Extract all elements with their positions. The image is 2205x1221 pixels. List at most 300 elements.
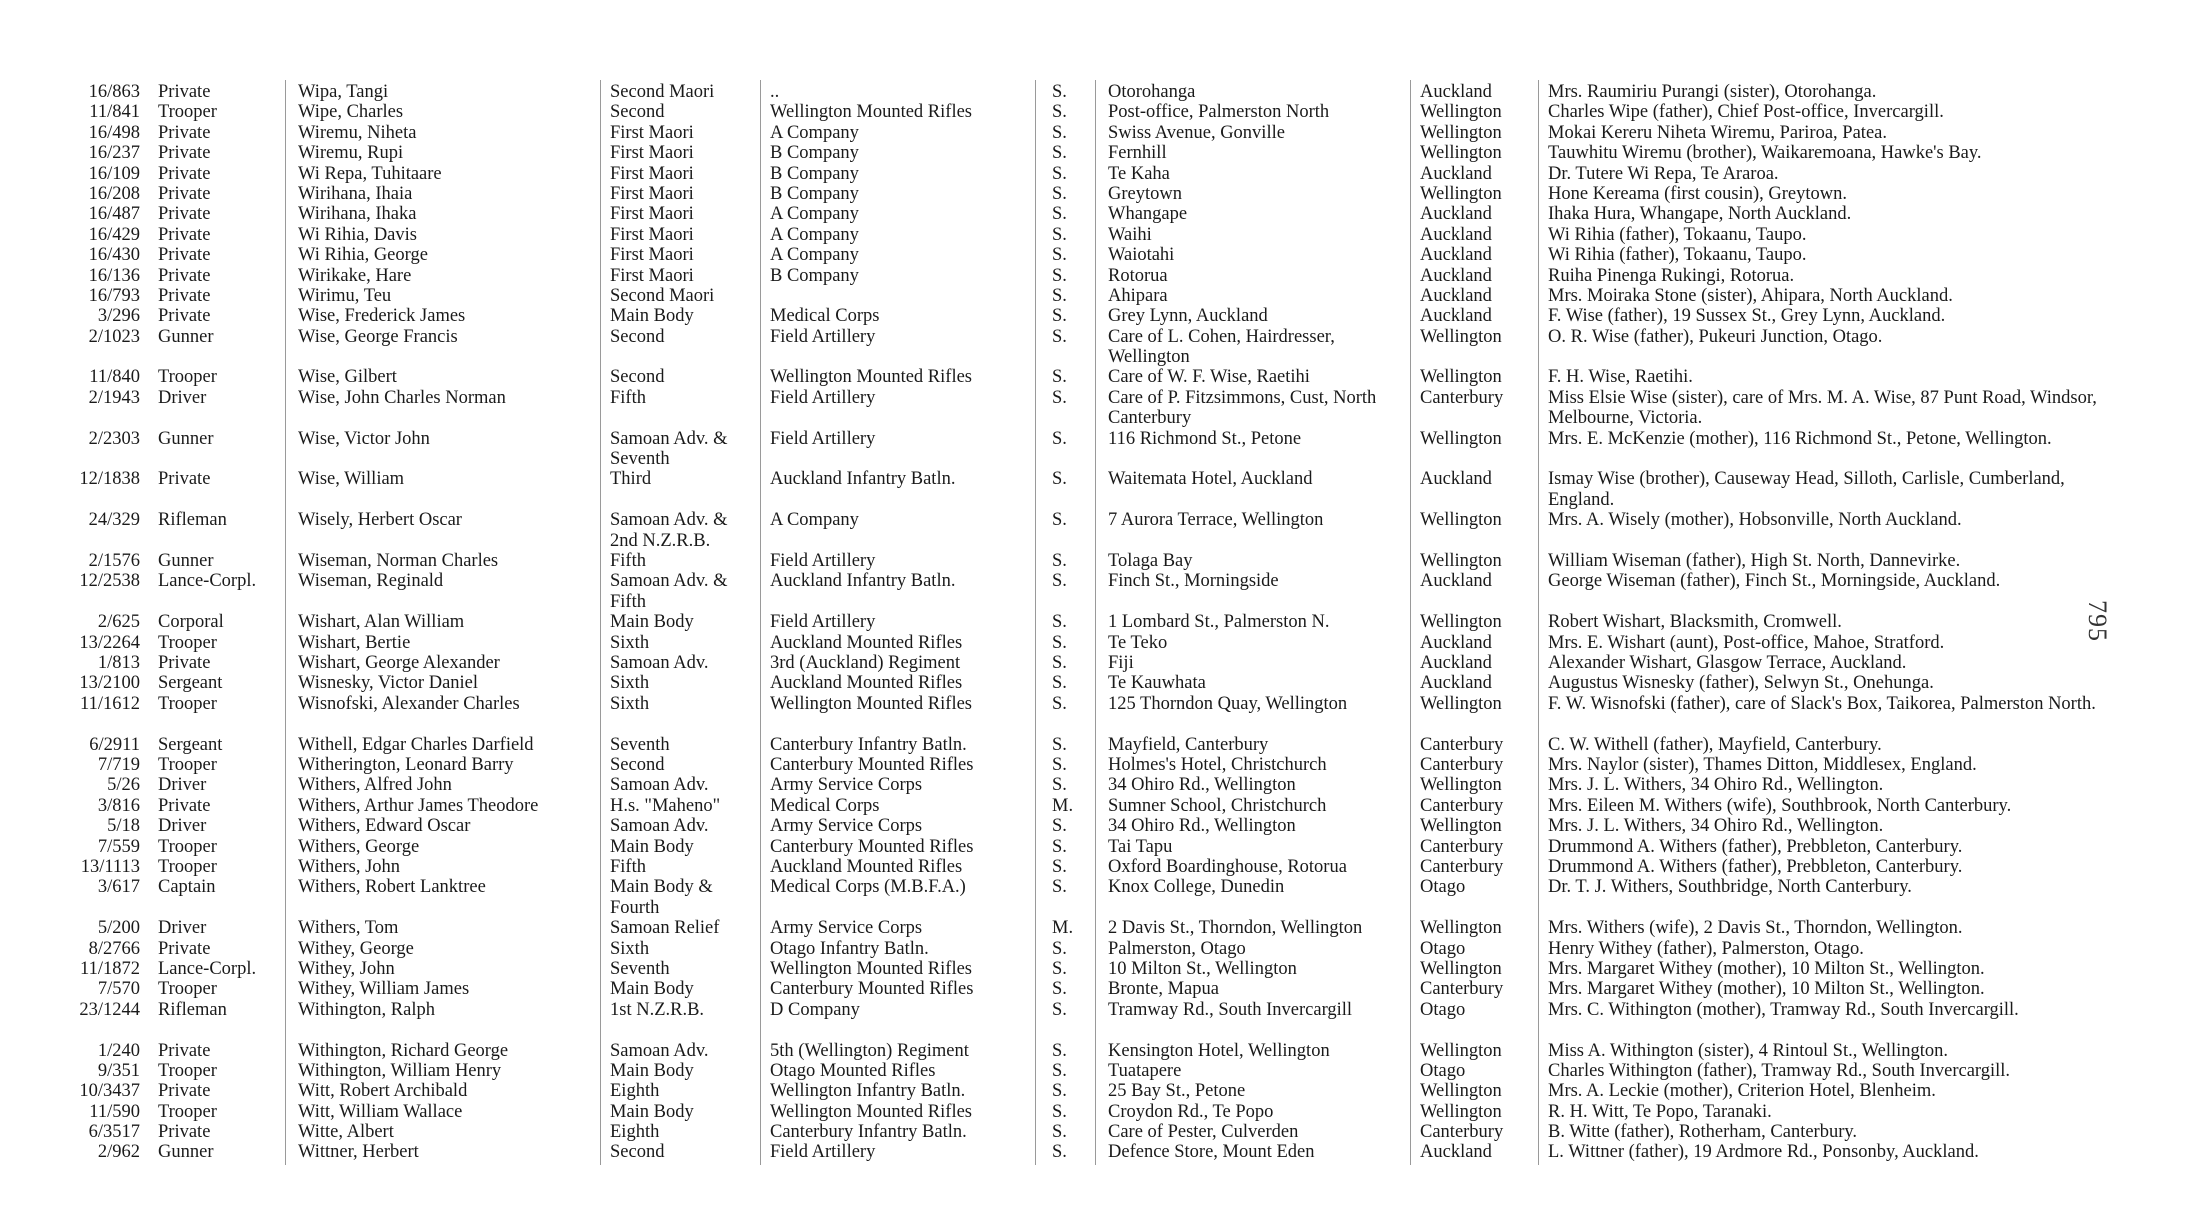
rank: Lance-Corpl.: [158, 571, 257, 592]
unit: Canterbury Mounted Rifles: [770, 755, 974, 775]
draft: First Maori: [610, 183, 694, 204]
unit: Field Artillery: [770, 551, 876, 572]
regimental-number: 3/617: [97, 877, 140, 898]
address: 25 Bay St., Petone: [1108, 1081, 1246, 1102]
military-district: Wellington: [1420, 1081, 1502, 1102]
military-district: Auckland: [1420, 265, 1492, 286]
marital-status: S.: [1052, 632, 1067, 653]
unit: Canterbury Infantry Batln.: [770, 734, 967, 755]
marital-status: S.: [1052, 816, 1067, 837]
rank: Private: [158, 469, 211, 490]
next-of-kin: Mrs. J. L. Withers, 34 Ohiro Rd., Wellington.: [1548, 775, 1884, 796]
address: Tramway Rd., South Invercargill: [1108, 999, 1353, 1020]
marital-status: S.: [1052, 1122, 1067, 1143]
next-of-kin: Mrs. E. Wishart (aunt), Post-office, Mahoe, Stratford.: [1548, 632, 1945, 653]
regimental-number: 16/487: [88, 204, 140, 225]
regimental-number: 23/1244: [79, 999, 140, 1020]
military-district: Auckland: [1420, 163, 1492, 184]
address: Croydon Rd., Te Popo: [1108, 1101, 1274, 1122]
address: 2 Davis St., Thorndon, Wellington: [1108, 918, 1363, 939]
address: Care of Pester, Culverden: [1108, 1122, 1299, 1143]
marital-status: S.: [1052, 1081, 1067, 1102]
regimental-number: 11/840: [89, 367, 140, 388]
military-district: Canterbury: [1420, 795, 1504, 816]
next-of-kin: F. H. Wise, Raetihi.: [1548, 367, 1693, 388]
military-district: Auckland: [1420, 673, 1492, 694]
unit: Field Artillery: [770, 612, 876, 633]
draft: Fifth: [610, 551, 646, 572]
table-row: [0, 796, 2120, 816]
table-row: [0, 1122, 2120, 1142]
military-district: Auckland: [1420, 469, 1492, 490]
soldier-name: Withey, George: [298, 938, 414, 959]
table-row: [0, 266, 2120, 286]
marital-status: S.: [1052, 693, 1067, 714]
rank: Trooper: [158, 632, 217, 653]
rank: Lance-Corpl.: [158, 958, 257, 979]
unit: Wellington Mounted Rifles: [770, 102, 972, 123]
table-row: [0, 204, 2120, 224]
draft: Second: [610, 1142, 665, 1163]
draft: Sixth: [610, 693, 650, 714]
regimental-number: 24/329: [88, 510, 140, 531]
unit: 5th (Wellington) Regiment: [770, 1040, 969, 1061]
soldier-name: Withington, Ralph: [298, 999, 435, 1020]
next-of-kin: Ismay Wise (brother), Causeway Head, Silloth, Carlisle, Cumberland, England.: [1548, 469, 2065, 510]
regimental-number: 16/237: [88, 143, 140, 164]
unit: Wellington Mounted Rifles: [770, 1101, 972, 1122]
address: 10 Milton St., Wellington: [1108, 958, 1297, 979]
regimental-number: 2/625: [97, 612, 140, 633]
unit: A Company: [770, 510, 859, 531]
marital-status: S.: [1052, 958, 1067, 979]
soldier-name: Wi Repa, Tuhitaare: [298, 163, 442, 184]
marital-status: S.: [1052, 1101, 1067, 1122]
marital-status: S.: [1052, 1060, 1067, 1081]
next-of-kin: C. W. Withell (father), Mayfield, Canterbury.: [1548, 734, 1882, 755]
regimental-number: 13/2264: [79, 632, 140, 653]
rank: Private: [158, 143, 211, 164]
address: Tuatapere: [1108, 1060, 1182, 1081]
unit: Medical Corps (M.B.F.A.): [770, 877, 966, 898]
draft: First Maori: [610, 163, 694, 184]
rank: Rifleman: [158, 999, 227, 1020]
address: Grey Lynn, Auckland: [1108, 306, 1268, 327]
table-row: [0, 694, 2120, 735]
next-of-kin: George Wiseman (father), Finch St., Morningside, Auckland.: [1548, 571, 2001, 592]
military-district: Wellington: [1420, 102, 1502, 123]
regimental-number: 8/2766: [88, 938, 140, 959]
regimental-number: 16/109: [88, 163, 140, 184]
draft: Second Maori: [610, 82, 715, 102]
unit: B Company: [770, 183, 859, 204]
table-row: [0, 1102, 2120, 1122]
marital-status: S.: [1052, 1040, 1067, 1061]
next-of-kin: O. R. Wise (father), Pukeuri Junction, Otago.: [1548, 326, 1883, 347]
rank: Driver: [158, 387, 207, 408]
rank: Driver: [158, 918, 207, 939]
rank: Trooper: [158, 755, 217, 775]
unit: Auckland Mounted Rifles: [770, 673, 963, 694]
military-district: Wellington: [1420, 1040, 1502, 1061]
next-of-kin: Wi Rihia (father), Tokaanu, Taupo.: [1548, 245, 1807, 266]
address: Tai Tapu: [1108, 836, 1173, 857]
next-of-kin: Robert Wishart, Blacksmith, Cromwell.: [1548, 612, 1842, 633]
regimental-number: 9/351: [97, 1060, 140, 1081]
table-row: [0, 653, 2120, 673]
marital-status: S.: [1052, 224, 1067, 245]
military-district: Canterbury: [1420, 755, 1504, 775]
draft: Second: [610, 755, 665, 775]
unit: Auckland Infantry Batln.: [770, 469, 956, 490]
soldier-name: Wiremu, Rupi: [298, 143, 404, 164]
military-district: Auckland: [1420, 1142, 1492, 1163]
marital-status: S.: [1052, 1142, 1067, 1163]
table-row: [0, 306, 2120, 326]
draft: Samoan Adv. & Seventh: [610, 428, 728, 470]
draft: Second: [610, 326, 665, 347]
next-of-kin: Mrs. Moiraka Stone (sister), Ahipara, North Auckland.: [1548, 285, 1953, 306]
address: Oxford Boardinghouse, Rotorua: [1108, 856, 1347, 877]
marital-status: S.: [1052, 510, 1067, 531]
military-district: Wellington: [1420, 775, 1502, 796]
unit: Canterbury Mounted Rifles: [770, 836, 974, 857]
military-district: Wellington: [1420, 183, 1502, 204]
draft: First Maori: [610, 122, 694, 143]
soldier-name: Wiseman, Norman Charles: [298, 551, 499, 572]
military-district: Wellington: [1420, 551, 1502, 572]
unit: B Company: [770, 163, 859, 184]
draft: Fifth: [610, 387, 646, 408]
regimental-number: 1/813: [97, 653, 140, 674]
rank: Private: [158, 183, 211, 204]
next-of-kin: Mrs. Withers (wife), 2 Davis St., Thorndon, Wellington.: [1548, 918, 1963, 939]
military-district: Auckland: [1420, 653, 1492, 674]
soldier-name: Withers, Tom: [298, 918, 399, 939]
marital-status: S.: [1052, 326, 1067, 347]
next-of-kin: B. Witte (father), Rotherham, Canterbury.: [1548, 1122, 1858, 1143]
draft: Seventh: [610, 734, 670, 755]
table-row: [0, 775, 2120, 795]
military-district: Auckland: [1420, 632, 1492, 653]
draft: Samoan Adv. & 2nd N.Z.R.B.: [610, 510, 728, 551]
table-row: [0, 837, 2120, 857]
unit: A Company: [770, 204, 859, 225]
draft: First Maori: [610, 224, 694, 245]
soldier-name: Withers, Arthur James Theodore: [298, 795, 539, 816]
unit: A Company: [770, 122, 859, 143]
soldier-name: Wise, Gilbert: [298, 367, 397, 388]
soldier-name: Wisely, Herbert Oscar: [298, 510, 462, 531]
table-row: [0, 979, 2120, 999]
marital-status: S.: [1052, 775, 1067, 796]
marital-status: S.: [1052, 245, 1067, 266]
next-of-kin: Dr. Tutere Wi Repa, Te Araroa.: [1548, 163, 1779, 184]
draft: Main Body: [610, 1060, 694, 1081]
rank: Private: [158, 938, 211, 959]
draft: Samoan Adv. & Fifth: [610, 571, 728, 612]
soldier-name: Withers, George: [298, 836, 420, 857]
draft: Eighth: [610, 1122, 660, 1143]
unit: Field Artillery: [770, 326, 876, 347]
table-row: [0, 327, 2120, 368]
unit: Auckland Mounted Rifles: [770, 856, 963, 877]
rank: Private: [158, 1040, 211, 1061]
marital-status: S.: [1052, 163, 1067, 184]
marital-status: S.: [1052, 265, 1067, 286]
soldier-name: Wishart, Bertie: [298, 632, 411, 653]
regimental-number: 2/2303: [88, 428, 140, 449]
table-row: [0, 735, 2120, 755]
marital-status: S.: [1052, 306, 1067, 327]
next-of-kin: Mrs. A. Leckie (mother), Criterion Hotel, Blenheim.: [1548, 1081, 1936, 1102]
unit: Army Service Corps: [770, 775, 923, 796]
military-district: Otago: [1420, 999, 1466, 1020]
address: 7 Aurora Terrace, Wellington: [1108, 510, 1324, 531]
military-district: Canterbury: [1420, 979, 1504, 1000]
draft: Main Body & Fourth: [610, 877, 713, 918]
soldier-name: Wirihana, Ihaia: [298, 183, 413, 204]
military-district: Wellington: [1420, 143, 1502, 164]
soldier-name: Wi Rihia, Davis: [298, 224, 417, 245]
regimental-number: 3/816: [97, 795, 140, 816]
unit: A Company: [770, 224, 859, 245]
next-of-kin: Mrs. Raumiriu Purangi (sister), Otorohanga.: [1548, 82, 1877, 102]
address: Te Kaha: [1108, 163, 1170, 184]
address: Defence Store, Mount Eden: [1108, 1142, 1315, 1163]
soldier-name: Withington, William Henry: [298, 1060, 502, 1081]
rank: Gunner: [158, 428, 214, 449]
regimental-number: 13/2100: [79, 673, 140, 694]
marital-status: S.: [1052, 82, 1067, 102]
military-district: Wellington: [1420, 1101, 1502, 1122]
rank: Corporal: [158, 612, 224, 633]
military-district: Auckland: [1420, 204, 1492, 225]
regimental-number: 6/2911: [89, 734, 140, 755]
address: Finch St., Morningside: [1108, 571, 1279, 592]
marital-status: S.: [1052, 143, 1067, 164]
address: Waiotahi: [1108, 245, 1175, 266]
unit: Canterbury Mounted Rifles: [770, 979, 974, 1000]
address: 34 Ohiro Rd., Wellington: [1108, 816, 1296, 837]
marital-status: M.: [1052, 918, 1074, 939]
address: Waitemata Hotel, Auckland: [1108, 469, 1313, 490]
marital-status: M.: [1052, 795, 1074, 816]
draft: Second: [610, 367, 665, 388]
next-of-kin: F. W. Wisnofski (father), care of Slack's Box, Taikorea, Palmerston North.: [1548, 693, 2096, 714]
soldier-name: Wishart, George Alexander: [298, 653, 500, 674]
next-of-kin: R. H. Witt, Te Popo, Taranaki.: [1548, 1101, 1772, 1122]
next-of-kin: Mrs. C. Withington (mother), Tramway Rd., South Invercargill.: [1548, 999, 2019, 1020]
regimental-number: 16/863: [88, 82, 140, 102]
regimental-number: 16/793: [88, 285, 140, 306]
next-of-kin: Drummond A. Withers (father), Prebbleton, Canterbury.: [1548, 836, 1963, 857]
address: Tolaga Bay: [1108, 551, 1193, 572]
regimental-number: 16/208: [88, 183, 140, 204]
table-row: [0, 388, 2120, 429]
regimental-number: 5/26: [107, 775, 140, 796]
rank: Private: [158, 245, 211, 266]
soldier-name: Withers, Edward Oscar: [298, 816, 471, 837]
rank: Private: [158, 122, 211, 143]
address: Fiji: [1108, 653, 1134, 674]
address: Bronte, Mapua: [1108, 979, 1219, 1000]
soldier-name: Witherington, Leonard Barry: [298, 755, 514, 775]
draft: Main Body: [610, 979, 694, 1000]
draft: Eighth: [610, 1081, 660, 1102]
table-row: [0, 469, 2120, 510]
rank: Gunner: [158, 326, 214, 347]
draft: Sixth: [610, 938, 650, 959]
military-district: Auckland: [1420, 306, 1492, 327]
draft: Samoan Adv.: [610, 1040, 709, 1061]
next-of-kin: Ruiha Pinenga Rukingi, Rotorua.: [1548, 265, 1795, 286]
address: Ahipara: [1108, 285, 1168, 306]
regimental-number: 2/962: [97, 1142, 140, 1163]
next-of-kin: Tauwhitu Wiremu (brother), Waikaremoana, Hawke's Bay.: [1548, 143, 1982, 164]
rank: Gunner: [158, 551, 214, 572]
regimental-number: 11/590: [89, 1101, 140, 1122]
draft: First Maori: [610, 245, 694, 266]
table-row: [0, 429, 2120, 470]
address: Rotorua: [1108, 265, 1168, 286]
draft: Seventh: [610, 958, 670, 979]
soldier-name: Wittner, Herbert: [298, 1142, 419, 1163]
marital-status: S.: [1052, 734, 1067, 755]
unit: Field Artillery: [770, 387, 876, 408]
table-row: [0, 1000, 2120, 1041]
draft: Third: [610, 469, 652, 490]
marital-status: S.: [1052, 653, 1067, 674]
rank: Trooper: [158, 979, 217, 1000]
address: Palmerston, Otago: [1108, 938, 1246, 959]
next-of-kin: Mrs. Eileen M. Withers (wife), Southbrook, North Canterbury.: [1548, 795, 2012, 816]
military-district: Auckland: [1420, 82, 1492, 102]
table-row: [0, 877, 2120, 918]
soldier-name: Wirimu, Teu: [298, 285, 392, 306]
soldier-name: Witt, Robert Archibald: [298, 1081, 468, 1102]
rank: Trooper: [158, 856, 217, 877]
rank: Trooper: [158, 102, 217, 123]
soldier-name: Withell, Edgar Charles Darfield: [298, 734, 534, 755]
rank: Private: [158, 163, 211, 184]
next-of-kin: Mrs. Margaret Withey (mother), 10 Milton St., Wellington.: [1548, 958, 1985, 979]
table-row: [0, 551, 2120, 571]
regimental-number: 11/1872: [80, 958, 140, 979]
unit: Auckland Infantry Batln.: [770, 571, 956, 592]
soldier-name: Wisnesky, Victor Daniel: [298, 673, 479, 694]
marital-status: S.: [1052, 122, 1067, 143]
unit: Canterbury Infantry Batln.: [770, 1122, 967, 1143]
address: Knox College, Dunedin: [1108, 877, 1285, 898]
military-district: Wellington: [1420, 612, 1502, 633]
marital-status: S.: [1052, 938, 1067, 959]
marital-status: S.: [1052, 979, 1067, 1000]
draft: Samoan Adv.: [610, 775, 709, 796]
regimental-number: 11/841: [89, 102, 140, 123]
regimental-number: 2/1943: [88, 387, 140, 408]
unit: Medical Corps: [770, 795, 880, 816]
soldier-name: Wise, John Charles Norman: [298, 387, 506, 408]
rank: Private: [158, 285, 211, 306]
soldier-name: Withington, Richard George: [298, 1040, 509, 1061]
regimental-number: 11/1612: [80, 693, 140, 714]
rank: Sergeant: [158, 734, 223, 755]
table-row: [0, 1142, 2120, 1162]
military-district: Auckland: [1420, 571, 1492, 592]
marital-status: S.: [1052, 469, 1067, 490]
next-of-kin: Miss Elsie Wise (sister), care of Mrs. M. A. Wise, 87 Punt Road, Windsor, Melbourne, Victoria.: [1548, 387, 2097, 429]
table-row: [0, 510, 2120, 551]
address: Waihi: [1108, 224, 1152, 245]
regimental-number: 3/296: [97, 306, 140, 327]
draft: Second: [610, 102, 665, 123]
soldier-name: Withers, Alfred John: [298, 775, 452, 796]
rank: Trooper: [158, 1060, 217, 1081]
unit: Field Artillery: [770, 1142, 876, 1163]
rank: Driver: [158, 816, 207, 837]
address: Te Teko: [1108, 632, 1168, 653]
next-of-kin: Mrs. E. McKenzie (mother), 116 Richmond St., Petone, Wellington.: [1548, 428, 2052, 449]
marital-status: S.: [1052, 877, 1067, 898]
next-of-kin: Mrs. J. L. Withers, 34 Ohiro Rd., Wellington.: [1548, 816, 1884, 837]
rank: Private: [158, 653, 211, 674]
unit: A Company: [770, 245, 859, 266]
military-district: Otago: [1420, 877, 1466, 898]
military-district: Canterbury: [1420, 1122, 1504, 1143]
page-number: 795: [2083, 600, 2112, 642]
marital-status: S.: [1052, 387, 1067, 408]
address: 34 Ohiro Rd., Wellington: [1108, 775, 1296, 796]
marital-status: S.: [1052, 755, 1067, 775]
next-of-kin: Mrs. A. Wisely (mother), Hobsonville, North Auckland.: [1548, 510, 1962, 531]
address: 116 Richmond St., Petone: [1108, 428, 1302, 449]
table-row: [0, 857, 2120, 877]
next-of-kin: L. Wittner (father), 19 Ardmore Rd., Ponsonby, Auckland.: [1548, 1142, 1979, 1163]
military-district: Auckland: [1420, 224, 1492, 245]
table-row: [0, 939, 2120, 959]
next-of-kin: William Wiseman (father), High St. North, Dannevirke.: [1548, 551, 1961, 572]
next-of-kin: Charles Withington (father), Tramway Rd., South Invercargill.: [1548, 1060, 2011, 1081]
address: Care of W. F. Wise, Raetihi: [1108, 367, 1310, 388]
unit: B Company: [770, 143, 859, 164]
marital-status: S.: [1052, 102, 1067, 123]
draft: First Maori: [610, 143, 694, 164]
soldier-name: Wise, Frederick James: [298, 306, 466, 327]
soldier-name: Withey, John: [298, 958, 395, 979]
draft: Samoan Adv.: [610, 653, 709, 674]
table-row: [0, 123, 2120, 143]
table-row: [0, 184, 2120, 204]
unit: Otago Infantry Batln.: [770, 938, 929, 959]
rank: Private: [158, 306, 211, 327]
regimental-number: 7/719: [97, 755, 140, 775]
table-row: [0, 225, 2120, 245]
soldier-name: Witte, Albert: [298, 1122, 394, 1143]
table-row: [0, 633, 2120, 653]
unit: Army Service Corps: [770, 918, 923, 939]
draft: Samoan Adv.: [610, 816, 709, 837]
rank: Trooper: [158, 693, 217, 714]
marital-status: S.: [1052, 612, 1067, 633]
table-row: [0, 1081, 2120, 1101]
marital-status: S.: [1052, 673, 1067, 694]
marital-status: S.: [1052, 204, 1067, 225]
regimental-number: 2/1023: [88, 326, 140, 347]
regimental-number: 13/1113: [80, 856, 140, 877]
rank: Sergeant: [158, 673, 223, 694]
military-district: Wellington: [1420, 122, 1502, 143]
